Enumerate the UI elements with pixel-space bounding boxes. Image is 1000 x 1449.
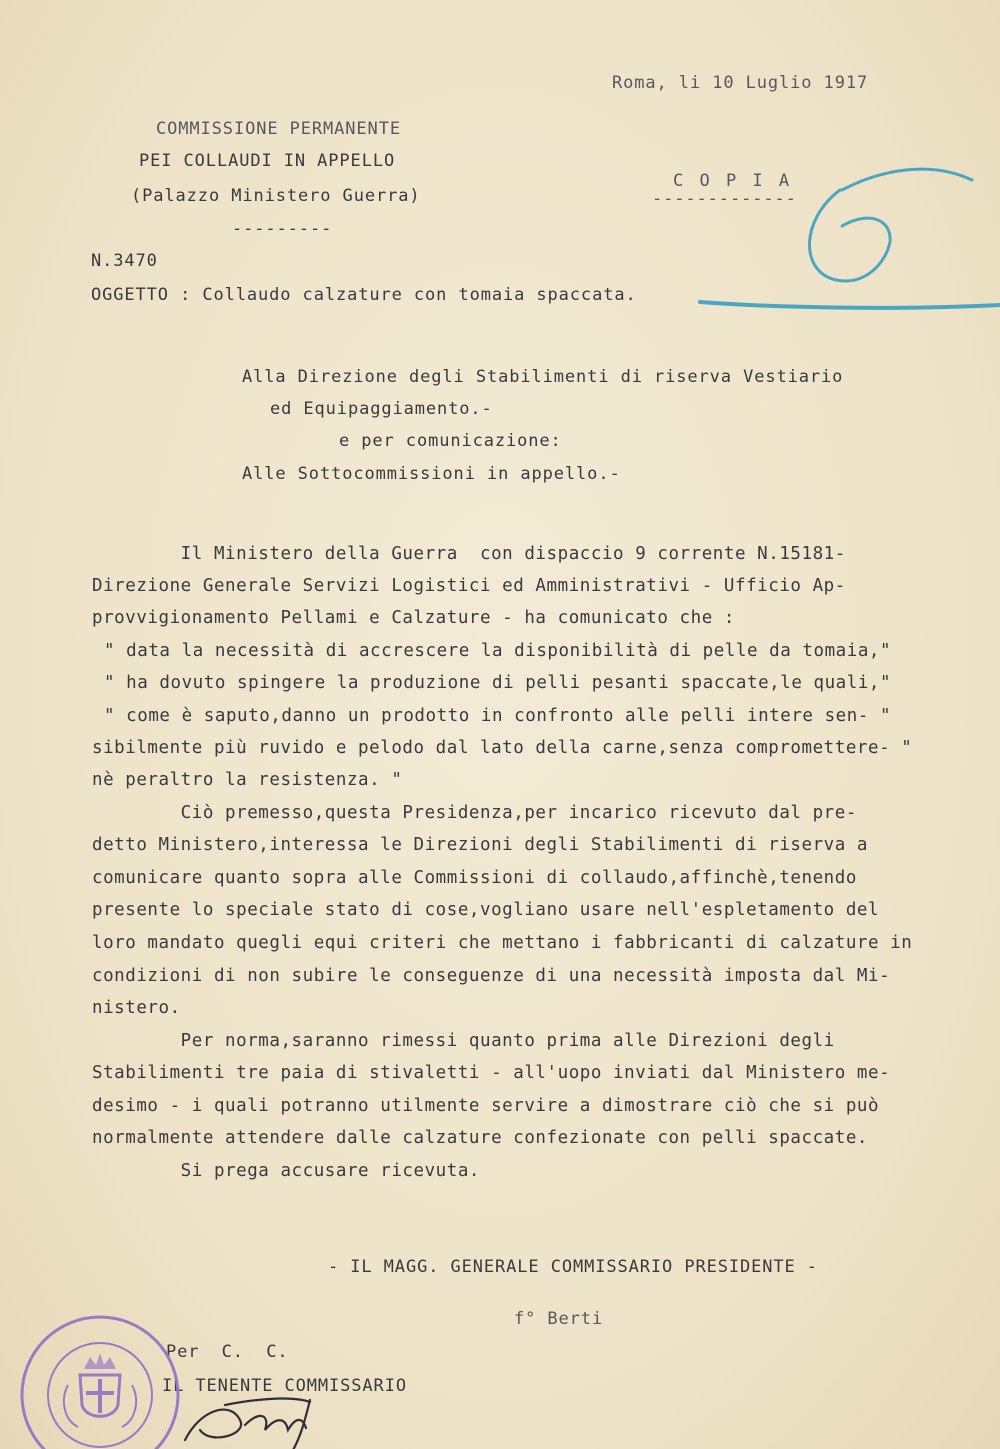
subject-line: OGGETTO : Collaudo calzature con tomaia spaccata.: [91, 285, 637, 305]
body-line: Stabilimenti tre paia di stivaletti - all'uopo inviati dal Ministero me-: [92, 1063, 891, 1083]
body-line: " ha dovuto spingere la produzione di pelli pesanti spaccate,le quali,": [104, 673, 892, 693]
body-line: comunicare quanto sopra alle Commissioni di collaudo,affinchè,tenendo: [92, 868, 857, 888]
addressee-3: e per comunicazione:: [339, 431, 562, 451]
addressee-4: Alle Sottocommissioni in appello.-: [242, 464, 621, 484]
body-line: nè peraltro la resistenza. ": [92, 770, 403, 790]
header-line-1: COMMISSIONE PERMANENTE: [156, 119, 401, 139]
body-line: Ciò premesso,questa Presidenza,per incarico ricevuto dal pre-: [92, 803, 857, 823]
place-date: Roma, li 10 Luglio 1917: [612, 73, 869, 93]
body-line: condizioni di non subire le conseguenze di una necessità imposta dal Mi-: [92, 966, 891, 986]
header-divider: ---------: [232, 219, 333, 239]
copy-label: C O P I A: [673, 171, 793, 191]
signature-name: f° Berti: [514, 1309, 604, 1329]
blue-pencil-mark: [0, 0, 1000, 330]
body-line: sibilmente più ruvido e pelodo dal lato della carne,senza compromettere- ": [92, 738, 913, 758]
copy-underline: -------------: [652, 189, 797, 209]
official-stamp: [10, 1305, 180, 1449]
body-line: detto Ministero,interessa le Direzioni degli Stabilimenti di riserva a: [92, 835, 869, 855]
body-line: nistero.: [92, 998, 181, 1018]
body-line: Il Ministero della Guerra con dispaccio 9 corrente N.15181-: [92, 544, 846, 564]
body-line: presente lo speciale stato di cose,vogliano usare nell'espletamento del: [92, 900, 880, 920]
addressee-1: Alla Direzione degli Stabilimenti di riserva Vestiario: [242, 367, 844, 387]
body-line: " data la necessità di accrescere la disponibilità di pelle da tomaia,": [104, 641, 892, 661]
addressee-2: ed Equipaggiamento.-: [270, 399, 493, 419]
body-line: Direzione Generale Servizi Logistici ed Amministrativi - Ufficio Ap-: [92, 576, 846, 596]
signature-title: - IL MAGG. GENERALE COMMISSARIO PRESIDENTE -: [328, 1257, 818, 1277]
body-line: desimo - i quali potranno utilmente servire a dimostrare ciò che si può: [92, 1096, 880, 1116]
body-line: loro mandato quegli equi criteri che mettano i fabbricanti di calzature in: [92, 933, 913, 953]
header-line-3: (Palazzo Ministero Guerra): [131, 186, 421, 206]
body-line: normalmente attendere dalle calzature confezionate con pelli spaccate.: [92, 1128, 869, 1148]
header-line-2: PEI COLLAUDI IN APPELLO: [139, 151, 396, 171]
body-line: Per norma,saranno rimessi quanto prima alle Direzioni degli: [92, 1031, 835, 1051]
lieutenant-title: IL TENENTE COMMISSARIO: [162, 1376, 407, 1396]
handwritten-signature: [170, 1380, 370, 1449]
body-line: provvigionamento Pellami e Calzature - ha comunicato che :: [92, 608, 735, 628]
per-cc: Per C. C.: [166, 1342, 289, 1362]
body-line: " come è saputo,danno un prodotto in confronto alle pelli intere sen- ": [104, 706, 892, 726]
protocol-number: N.3470: [91, 251, 158, 271]
body-line: Si prega accusare ricevuta.: [92, 1161, 481, 1181]
